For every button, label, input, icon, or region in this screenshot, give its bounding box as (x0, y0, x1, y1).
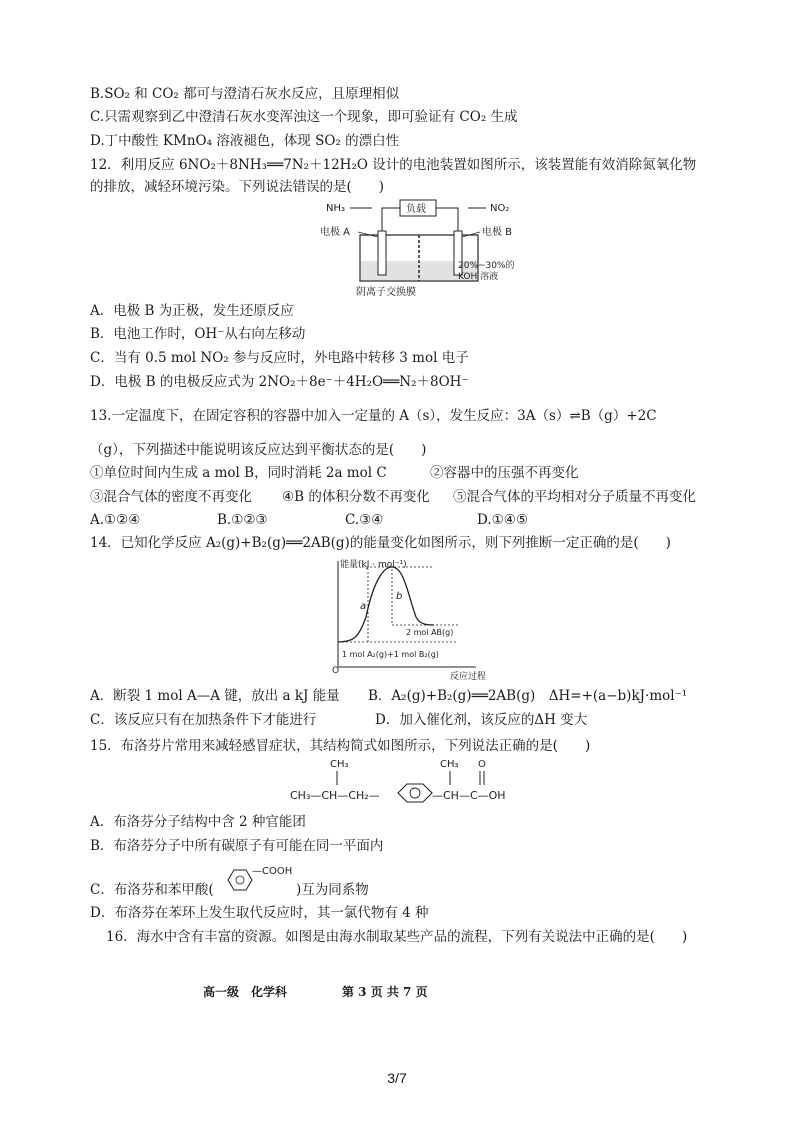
q14-option-a: A．断裂 1 mol A—A 键，放出 a kJ 能量 (90, 688, 340, 704)
ch3-top-label: CH₃ (330, 759, 349, 770)
energy-diagram (328, 555, 498, 683)
koh-label-line2: KOH 溶液 (458, 272, 499, 282)
q14-option-c: C．该反应只有在加热条件下才能进行 (90, 712, 317, 728)
q13-item-3: ③混合气体的密度不再变化 (90, 489, 252, 505)
energy-y-axis-label: 能量(kJ · mol⁻¹) (340, 560, 407, 570)
electrode-b-label: 电极 B (482, 227, 513, 238)
benzene-ring (398, 784, 432, 802)
label-b: b (396, 591, 403, 602)
battery-diagram (320, 197, 520, 299)
no2-label: NO₂ (490, 203, 510, 214)
q13-stem-line1: 13.一定温度下，在固定容积的容器中加入一定量的 A（s），发生反应：3A（s）⇌B（g）+2C (90, 408, 657, 424)
ch3-right-label: CH₃ (440, 759, 459, 770)
q11-option-c: C.只需观察到乙中澄清石灰水变浑浊这一个现象，即可验证有 CO₂ 生成 (90, 109, 518, 125)
footer-subject: 高一级 化学科 (203, 985, 288, 999)
q12-option-a: A．电极 B 为正极，发生还原反应 (90, 303, 294, 319)
x-axis-label: 反应过程 (450, 672, 487, 682)
q13-option-d: D.①④⑤ (477, 512, 528, 528)
q16-stem: 16．海水中含有丰富的资源。如图是由海水制取某些产品的流程，下列有关说法中正确的是( ) (106, 929, 688, 945)
q14-option-d: D．加入催化剂，该反应的ΔH 变大 (375, 712, 588, 728)
origin-label: O (332, 666, 340, 676)
label-a: a (360, 601, 367, 612)
q14-option-b: B．A₂(g)+B₂(g)══2AB(g) ΔH=+(a−b)kJ·mol⁻¹ (368, 688, 688, 704)
q12-stem-line2: 的排放，减轻环境污染。下列说法错误的是( ) (90, 179, 385, 195)
load-label: 负载 (406, 204, 426, 215)
q13-option-c: C.③④ (345, 512, 384, 528)
q15-option-a: A．布洛芬分子结构中含 2 种官能团 (90, 814, 306, 830)
q11-option-b: B.SO₂ 和 CO₂ 都可与澄清石灰水反应，且原理相似 (90, 86, 400, 102)
q15-option-c-prefix: C．布洛芬和苯甲酸( (90, 882, 214, 898)
reactants-label: 1 mol A₂(g)+1 mol B₂(g) (342, 650, 439, 659)
q15-option-d: D．布洛芬在苯环上发生取代反应时，其一氯代物有 4 种 (90, 905, 429, 921)
electrode-a (378, 231, 386, 275)
products-label: 2 mol AB(g) (406, 628, 454, 637)
q14-stem: 14．已知化学反应 A₂(g)+B₂(g)══2AB(g)的能量变化如图所示，则下列推断一定正确的是( ) (90, 535, 671, 551)
footer-page-info: 第 3 页 共 7 页 (342, 985, 428, 999)
q15-option-b: B．布洛芬分子中所有碳原子有可能在同一平面内 (90, 838, 384, 854)
benzoic-benzene-ring (228, 870, 252, 890)
membrane-label: 阴离子交换膜 (356, 287, 416, 298)
page-number: 3/7 (387, 1070, 407, 1086)
q12-option-d: D．电极 B 的电极反应式为 2NO₂＋8e⁻＋4H₂O══N₂＋8OH⁻ (90, 374, 469, 390)
electrode-a-label: 电极 A (320, 227, 351, 238)
cooh-label: —COOH (252, 866, 293, 877)
q12-option-c: C．当有 0.5 mol NO₂ 参与反应时，外电路中转移 3 mol 电子 (90, 350, 469, 366)
q15-option-c-suffix: )互为同系物 (296, 882, 369, 898)
right-chain-label: —CH—C—OH (432, 789, 506, 802)
ibuprofen-structure (290, 755, 530, 809)
q13-item-2: ②容器中的压强不再变化 (430, 465, 579, 481)
q12-stem-line1: 12．利用反应 6NO₂＋8NH₃══7N₂＋12H₂O 设计的电池装置如图所示，该装置能有效消除氮氧化物 (90, 157, 697, 173)
q13-item-1: ①单位时间内生成 a mol B，同时消耗 2a mol C (90, 465, 387, 481)
q13-option-b: B.①②③ (217, 512, 268, 528)
q13-item-4: ④B 的体积分数不再变化 (282, 489, 430, 505)
q13-item-5: ⑤混合气体的平均相对分子质量不再变化 (453, 489, 696, 505)
benzoic-ring-inner (236, 876, 244, 884)
koh-label-line1: 20%~30%的 (458, 261, 515, 271)
benzoic-acid-structure (222, 860, 300, 900)
q12-option-b: B．电池工作时，OH⁻从右向左移动 (90, 326, 306, 342)
q11-option-d: D.丁中酸性 KMnO₄ 溶液褪色，体现 SO₂ 的漂白性 (90, 133, 400, 149)
oxygen-label: O (478, 759, 486, 770)
q13-stem-line2: （g），下列描述中能说明该反应达到平衡状态的是( ) (90, 442, 427, 458)
nh3-label: NH₃ (326, 203, 346, 214)
q13-option-a: A.①②④ (90, 512, 141, 528)
q15-stem: 15．布洛芬片常用来减轻感冒症状，其结构简式如图所示，下列说法正确的是( ) (90, 738, 591, 754)
left-chain-label: CH₃—CH—CH₂— (290, 789, 380, 802)
benzene-ring-inner (410, 788, 420, 798)
